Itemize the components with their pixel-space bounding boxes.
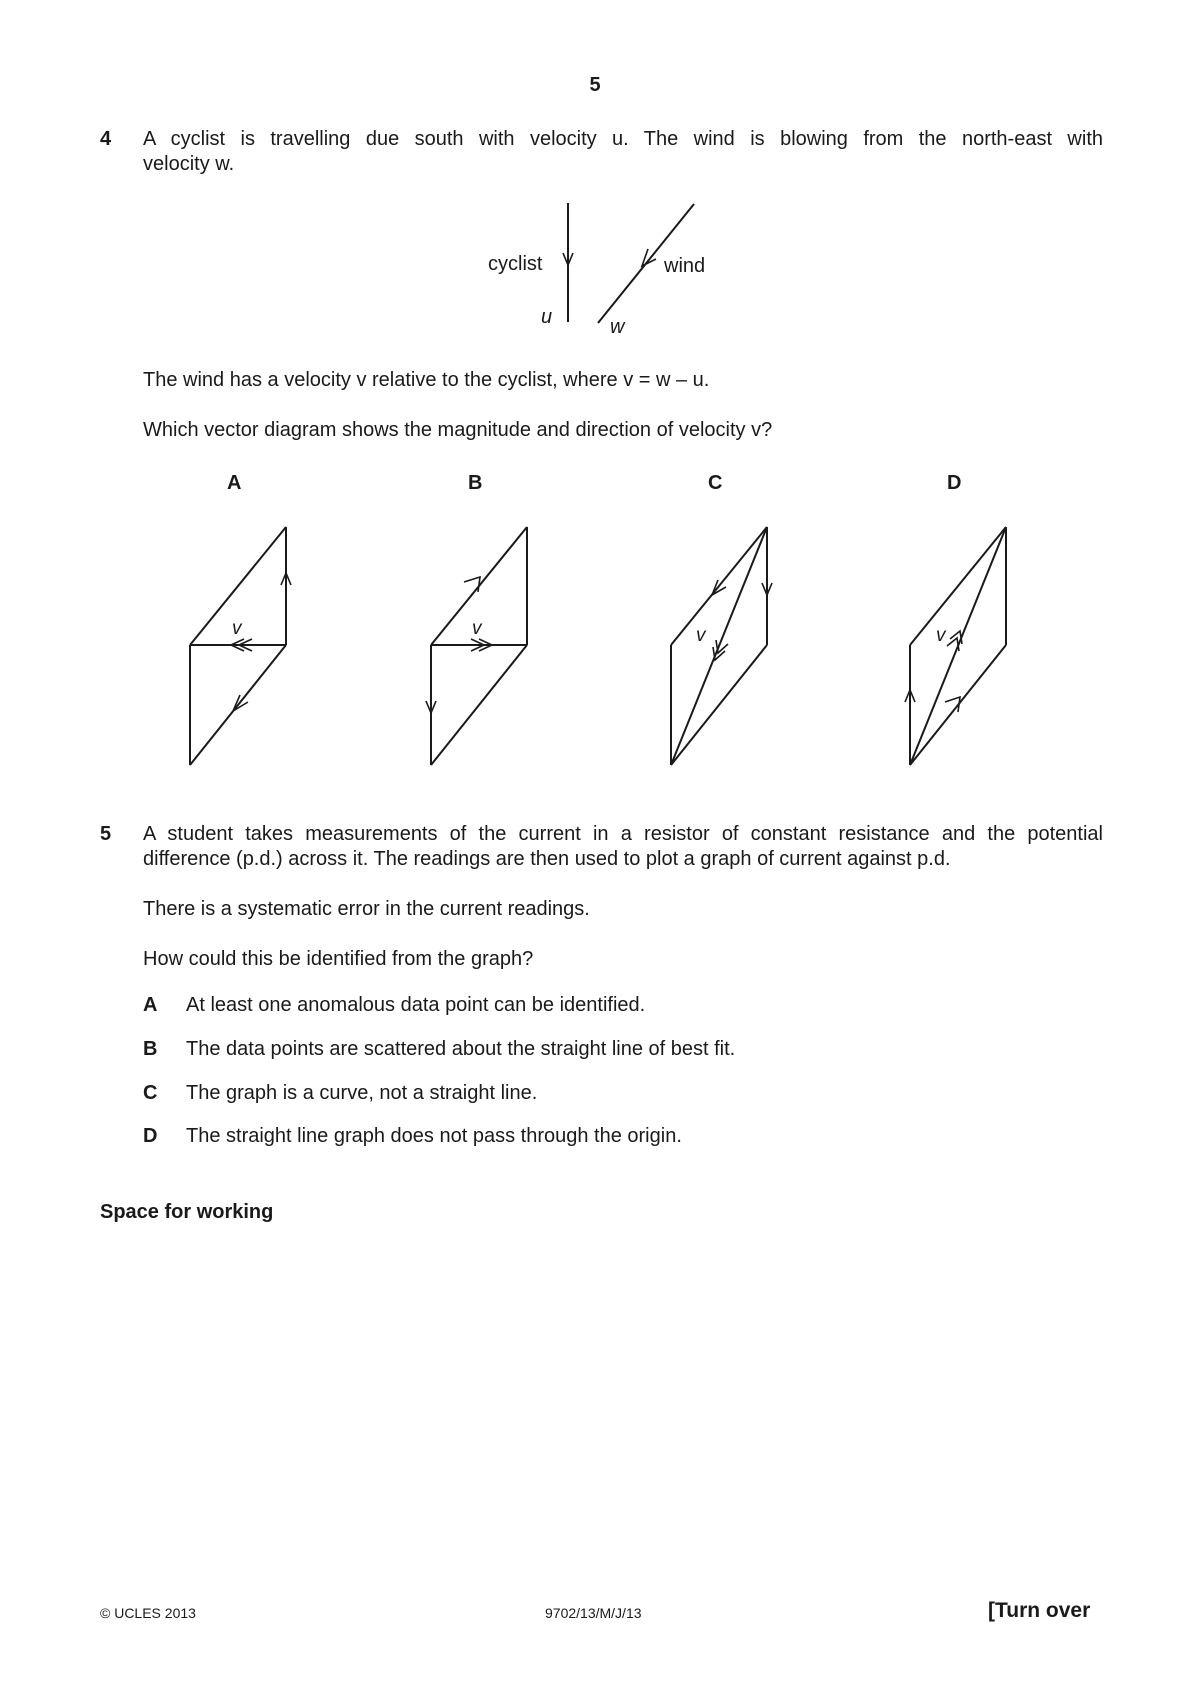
question-4-number: 4 — [100, 128, 112, 150]
q4-question: Which vector diagram shows the magnitude and direction of velocity v? — [143, 419, 773, 441]
option-c-v-label: v — [696, 625, 706, 646]
q5-statement: There is a systematic error in the current readings. — [143, 898, 590, 920]
footer-paper-code: 9702/13/M/J/13 — [545, 1605, 642, 1621]
q4-stem-line-1: A cyclist is travelling due south with velocity u. The wind is blowing from the north-east with — [143, 128, 1103, 150]
q5-option-c-text: The graph is a curve, not a straight line. — [186, 1082, 538, 1104]
footer-copyright: © UCLES 2013 — [100, 1605, 196, 1621]
option-d-v-label: v — [936, 625, 946, 646]
option-b-v-label: v — [472, 618, 482, 639]
w-label: w — [610, 316, 625, 338]
q5-option-d-letter: D — [143, 1125, 158, 1147]
cyclist-label: cyclist — [488, 253, 543, 275]
q5-stem-line-2: difference (p.d.) across it. The readings are then used to plot a graph of current against p.d. — [143, 848, 951, 870]
option-c-diagram — [671, 527, 772, 765]
q5-option-b-text: The data points are scattered about the straight line of best fit. — [186, 1038, 736, 1060]
q4-option-a-label: A — [227, 472, 242, 494]
option-a-diagram — [190, 527, 291, 765]
question-5-stem — [143, 822, 1103, 872]
option-d-diagram — [905, 527, 1006, 765]
q4-stem-line-2: velocity w. — [143, 153, 235, 175]
question-5-number: 5 — [100, 823, 112, 845]
wind-arrowhead — [642, 249, 656, 266]
q5-option-d-text: The straight line graph does not pass through the origin. — [186, 1125, 682, 1147]
q5-option-c-letter: C — [143, 1082, 158, 1104]
q4-option-b-label: B — [468, 472, 483, 494]
u-label: u — [541, 306, 553, 328]
q5-option-a-text: At least one anomalous data point can be identified. — [186, 994, 646, 1016]
wind-label: wind — [664, 255, 706, 277]
option-a-v-label: v — [232, 618, 242, 639]
q4-vector-diagrams — [150, 515, 1050, 775]
page-number: 5 — [589, 74, 601, 96]
q4-option-d-label: D — [947, 472, 962, 494]
q5-option-a-letter: A — [143, 994, 158, 1016]
q5-stem-line-1: A student takes measurements of the current in a resistor of constant resistance and the potential — [143, 823, 1103, 845]
question-4-stem — [143, 127, 1103, 177]
cyclist-wind-figure — [470, 195, 730, 345]
option-b-diagram — [426, 527, 527, 765]
space-for-working-heading: Space for working — [100, 1201, 274, 1223]
turn-over-label: [Turn over — [988, 1599, 1091, 1622]
q5-option-b-letter: B — [143, 1038, 158, 1060]
q5-question: How could this be identified from the graph? — [143, 948, 534, 970]
q4-relation: The wind has a velocity v relative to the cyclist, where v = w – u. — [143, 369, 710, 391]
q4-option-c-label: C — [708, 472, 723, 494]
